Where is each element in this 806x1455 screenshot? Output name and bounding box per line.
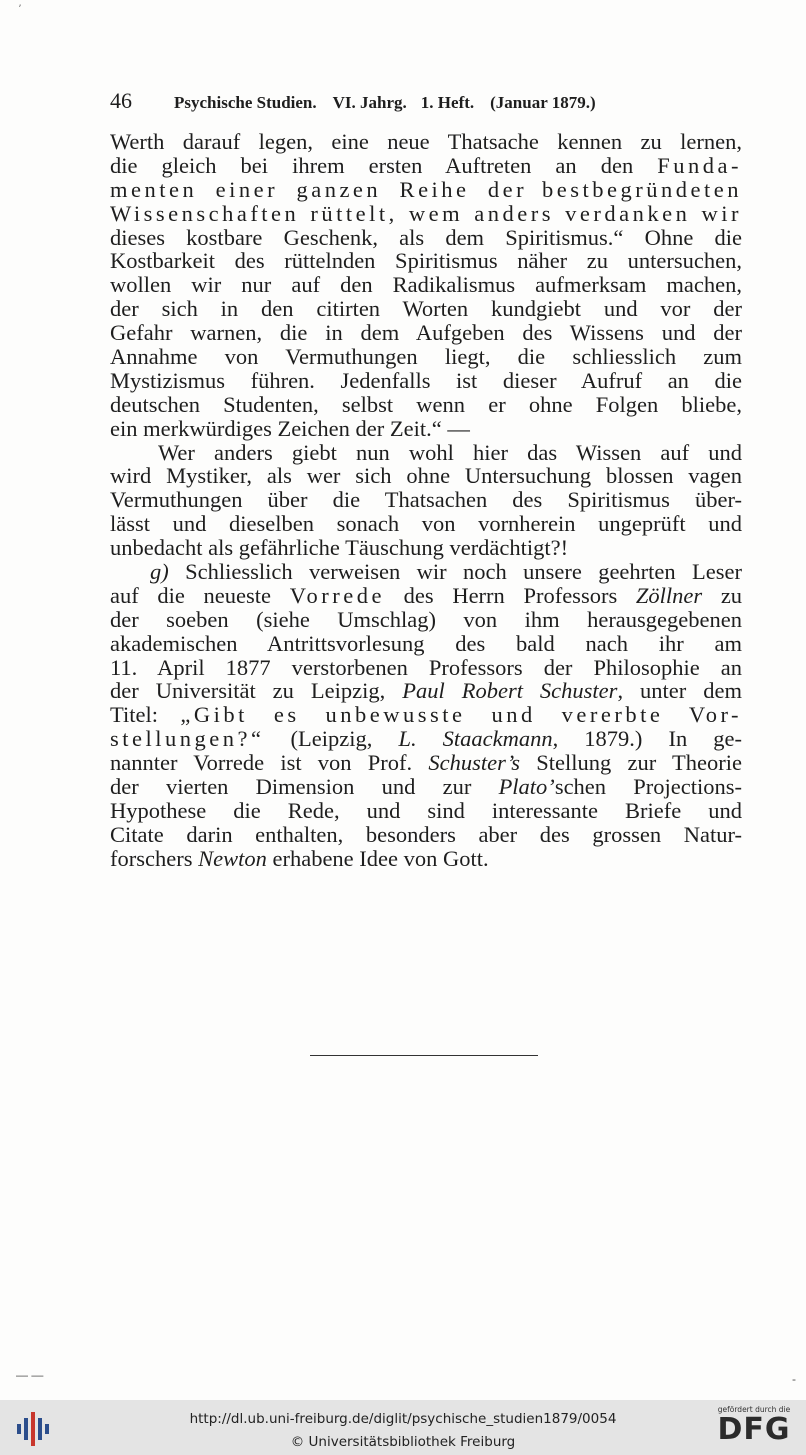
text-line: wollen wir nur auf den Radikalismus aufmerksam machen, bbox=[110, 272, 742, 298]
text-line: unbedacht als gefährliche Täuschung verdächtigt?! bbox=[110, 535, 569, 561]
text-line: stellungen?“ (Leipzig, L. Staackmann, 1879.) In ge- bbox=[110, 726, 742, 752]
text-line: der sich in den citirten Worten kundgiebt und vor der bbox=[110, 296, 742, 322]
running-head bbox=[110, 88, 742, 114]
text-line: Mystizismus führen. Jedenfalls ist dieser Aufruf an die bbox=[110, 367, 742, 393]
page-number: 46 bbox=[110, 88, 132, 113]
italic-name: Zöllner bbox=[635, 582, 703, 608]
text-line: der vierten Dimension und zur Plato’schen Projections- bbox=[110, 774, 742, 800]
spaced-word: Vorrede bbox=[289, 582, 385, 608]
scan-mark: ‐ bbox=[792, 1372, 796, 1386]
text-line: Annahme von Vermuthungen liegt, die schliesslich zum bbox=[110, 344, 742, 370]
italic-name: L. Staackmann bbox=[398, 726, 553, 752]
text-line: akademischen Antrittsvorlesung des bald nach ihr am bbox=[110, 630, 742, 656]
text-line: wird Mystiker, als wer sich ohne Untersuchung blossen vagen bbox=[110, 463, 742, 489]
text-line: die gleich bei ihrem ersten Auftreten an den Funda- bbox=[110, 152, 743, 178]
source-url-link[interactable]: http://dl.ub.uni-freiburg.de/diglit/psychische_studien1879/0054 bbox=[189, 1411, 617, 1427]
text-line: Gefahr warnen, die in dem Aufgeben des Wissens und der bbox=[110, 320, 742, 346]
text-line: auf die neueste Vorrede des Herrn Professors Zöllner zu bbox=[110, 582, 743, 608]
scan-mark: — — bbox=[16, 1368, 44, 1382]
issue-date: (Januar 1879.) bbox=[490, 93, 596, 112]
journal-title: Psychische Studien. bbox=[174, 93, 317, 112]
text-line: Hypothese die Rede, und sind interessante Briefe und bbox=[110, 797, 742, 823]
text-line: Kostbarkeit des rüttelnden Spiritismus näher zu untersuchen, bbox=[110, 248, 742, 274]
italic-name: Newton bbox=[198, 845, 267, 871]
text-line: der soeben (siehe Umschlag) von ihm herausgegebenen bbox=[110, 606, 742, 632]
text-line: Werth darauf legen, eine neue Thatsache kennen zu lernen, bbox=[110, 129, 742, 154]
copyright-notice: © Universitätsbibliothek Freiburg bbox=[290, 1434, 516, 1450]
text-line: Vermuthungen über die Thatsachen des Spiritismus über- bbox=[110, 487, 742, 513]
italic-name: Paul Robert Schuster bbox=[402, 678, 618, 704]
text-line: dieses kostbare Geschenk, als dem Spiritismus.“ Ohne die bbox=[110, 224, 742, 250]
text-line: forschers Newton erhabene Idee von Gott. bbox=[110, 845, 489, 871]
text-line: menten einer ganzen Reihe der bestbegründeten bbox=[110, 176, 742, 202]
italic-name: Schuster’s bbox=[428, 750, 521, 776]
item-marker: g) bbox=[150, 559, 169, 585]
dfg-wordmark: DFG bbox=[717, 1412, 791, 1447]
issue: 1. Heft. bbox=[420, 93, 475, 112]
text-line: nannter Vorrede ist von Prof. Schuster’s Stellung zur Theorie bbox=[110, 750, 743, 776]
text-line: g) Schliesslich verweisen wir noch unsere geehrten Leser bbox=[150, 559, 743, 585]
text-line: Wer anders giebt nun wohl hier das Wissen auf und bbox=[158, 439, 742, 465]
dfg-caption: gefördert durch die bbox=[717, 1405, 791, 1414]
text-line: lässt und dieselben sonach von vornherein ungeprüft und bbox=[110, 511, 742, 537]
text-line: Titel: „Gibt es unbewusste und vererbte Vor- bbox=[110, 702, 743, 728]
volume: VI. Jahrg. bbox=[332, 93, 407, 112]
text-line: deutschen Studenten, selbst wenn er ohne Folgen bliebe, bbox=[110, 391, 742, 417]
dfg-logo[interactable] bbox=[712, 1405, 796, 1451]
text-line: Citate darin enthalten, besonders aber des grossen Natur- bbox=[110, 821, 742, 847]
text-line: der Universität zu Leipzig, Paul Robert Schuster, unter dem bbox=[110, 678, 742, 704]
scan-mark: ʼ bbox=[18, 4, 22, 15]
spaced-word: Funda- bbox=[657, 152, 743, 178]
italic-name: Plato’ bbox=[498, 774, 555, 800]
section-rule bbox=[310, 1055, 538, 1056]
text-line: 11. April 1877 verstorbenen Professors der Philosophie an bbox=[110, 654, 742, 680]
footer-bar bbox=[0, 1400, 806, 1455]
article-body bbox=[110, 130, 742, 871]
text-line: ein merkwürdiges Zeichen der Zeit.“ — bbox=[110, 415, 470, 441]
text-line: Wissenschaften rüttelt, wem anders verdanken wir bbox=[110, 200, 742, 226]
spaced-word: bestbegründeten bbox=[542, 176, 742, 202]
